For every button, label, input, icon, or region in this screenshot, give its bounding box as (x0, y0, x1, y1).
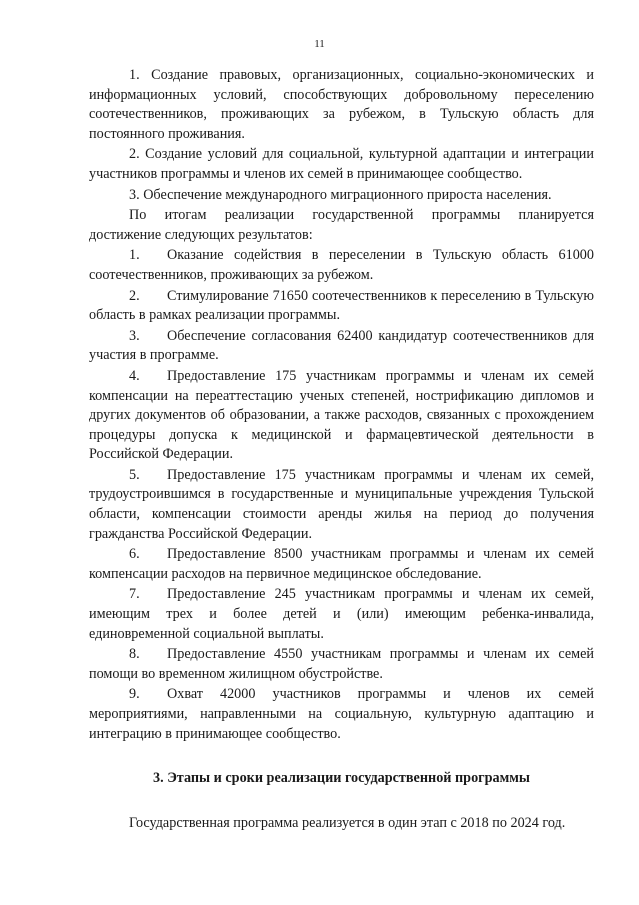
result-number: 7. (129, 586, 140, 603)
result-text: Обеспечение согласования 62400 кандидатур соотечественников для участия в программе. (89, 327, 594, 364)
result-number: 9. (129, 686, 140, 703)
result-item (89, 545, 594, 584)
result-item (89, 246, 594, 285)
result-item (89, 327, 594, 366)
result-number: 2. (129, 287, 140, 304)
result-item (89, 367, 594, 465)
section-paragraph: Государственная программа реализуется в один этап с 2018 по 2024 год. (129, 814, 566, 831)
result-number: 8. (129, 646, 140, 663)
result-text: Предоставление 175 участникам программы и членам их семей компенсации на переаттестацию ученых степеней, нострификацию дипломов и других документов об образовании, а также расходов, связанных с прохождением процедуры допуска к медицинской и фармацевтической деятельности в Российской Федерации. (89, 367, 594, 463)
result-text: Предоставление 8500 участникам программы и членам их семей компенсации расходов на первичное медицинское обследование. (89, 546, 594, 582)
goal-paragraph: 1. Создание правовых, организационных, социально-экономических и информационных условий, способствующих добровольному переселению соотечественников, проживающих за рубежом, в Тульскую область для постоянного проживания. (89, 67, 594, 142)
result-item (89, 287, 594, 326)
result-number: 1. (129, 247, 140, 264)
result-text: Предоставление 175 участникам программы и членам их семей, трудоустроившимся в государственные и муниципальные учреждения Тульской области, компенсации стоимости аренды жилья на период до получения гражданства Российской Федерации. (89, 466, 594, 542)
result-number: 6. (129, 546, 140, 563)
section-title: 3. Этапы и сроки реализации государственной программы (153, 770, 530, 787)
result-text: Предоставление 4550 участникам программы и членам их семей помощи во временном жилищном обустройстве. (89, 646, 594, 682)
page-number: 11 (314, 38, 325, 50)
result-number: 3. (129, 327, 140, 344)
result-text: Стимулирование 71650 соотечественников к переселению в Тульскую область в рамках реализации программы. (89, 287, 594, 324)
result-text: Предоставление 245 участникам программы и членам их семей, имеющим трех и более детей и (или) имеющим ребенка-инвалида, единовременной социальной выплаты. (89, 586, 594, 642)
goal-paragraph: 3. Обеспечение международного миграционного прироста населения. (129, 186, 552, 203)
results-intro: По итогам реализации государственной программы планируется достижение следующих результатов: (89, 207, 594, 243)
document-body (89, 66, 594, 833)
result-item (89, 585, 594, 644)
result-number: 5. (129, 466, 140, 483)
result-item (89, 466, 594, 544)
result-text: Оказание содействия в переселении в Тульскую область 61000 соотечественников, проживающих за рубежом. (89, 247, 594, 283)
result-number: 4. (129, 367, 140, 384)
result-item (89, 645, 594, 684)
goal-paragraph: 2. Создание условий для социальной, культурной адаптации и интеграции участников программы и членов их семей в принимающее сообщество. (89, 146, 594, 182)
result-text: Охват 42000 участников программы и членов их семей мероприятиями, направленными на социальную, культурную адаптацию и интеграцию в принимающее сообщество. (89, 686, 594, 742)
result-item (89, 685, 594, 744)
